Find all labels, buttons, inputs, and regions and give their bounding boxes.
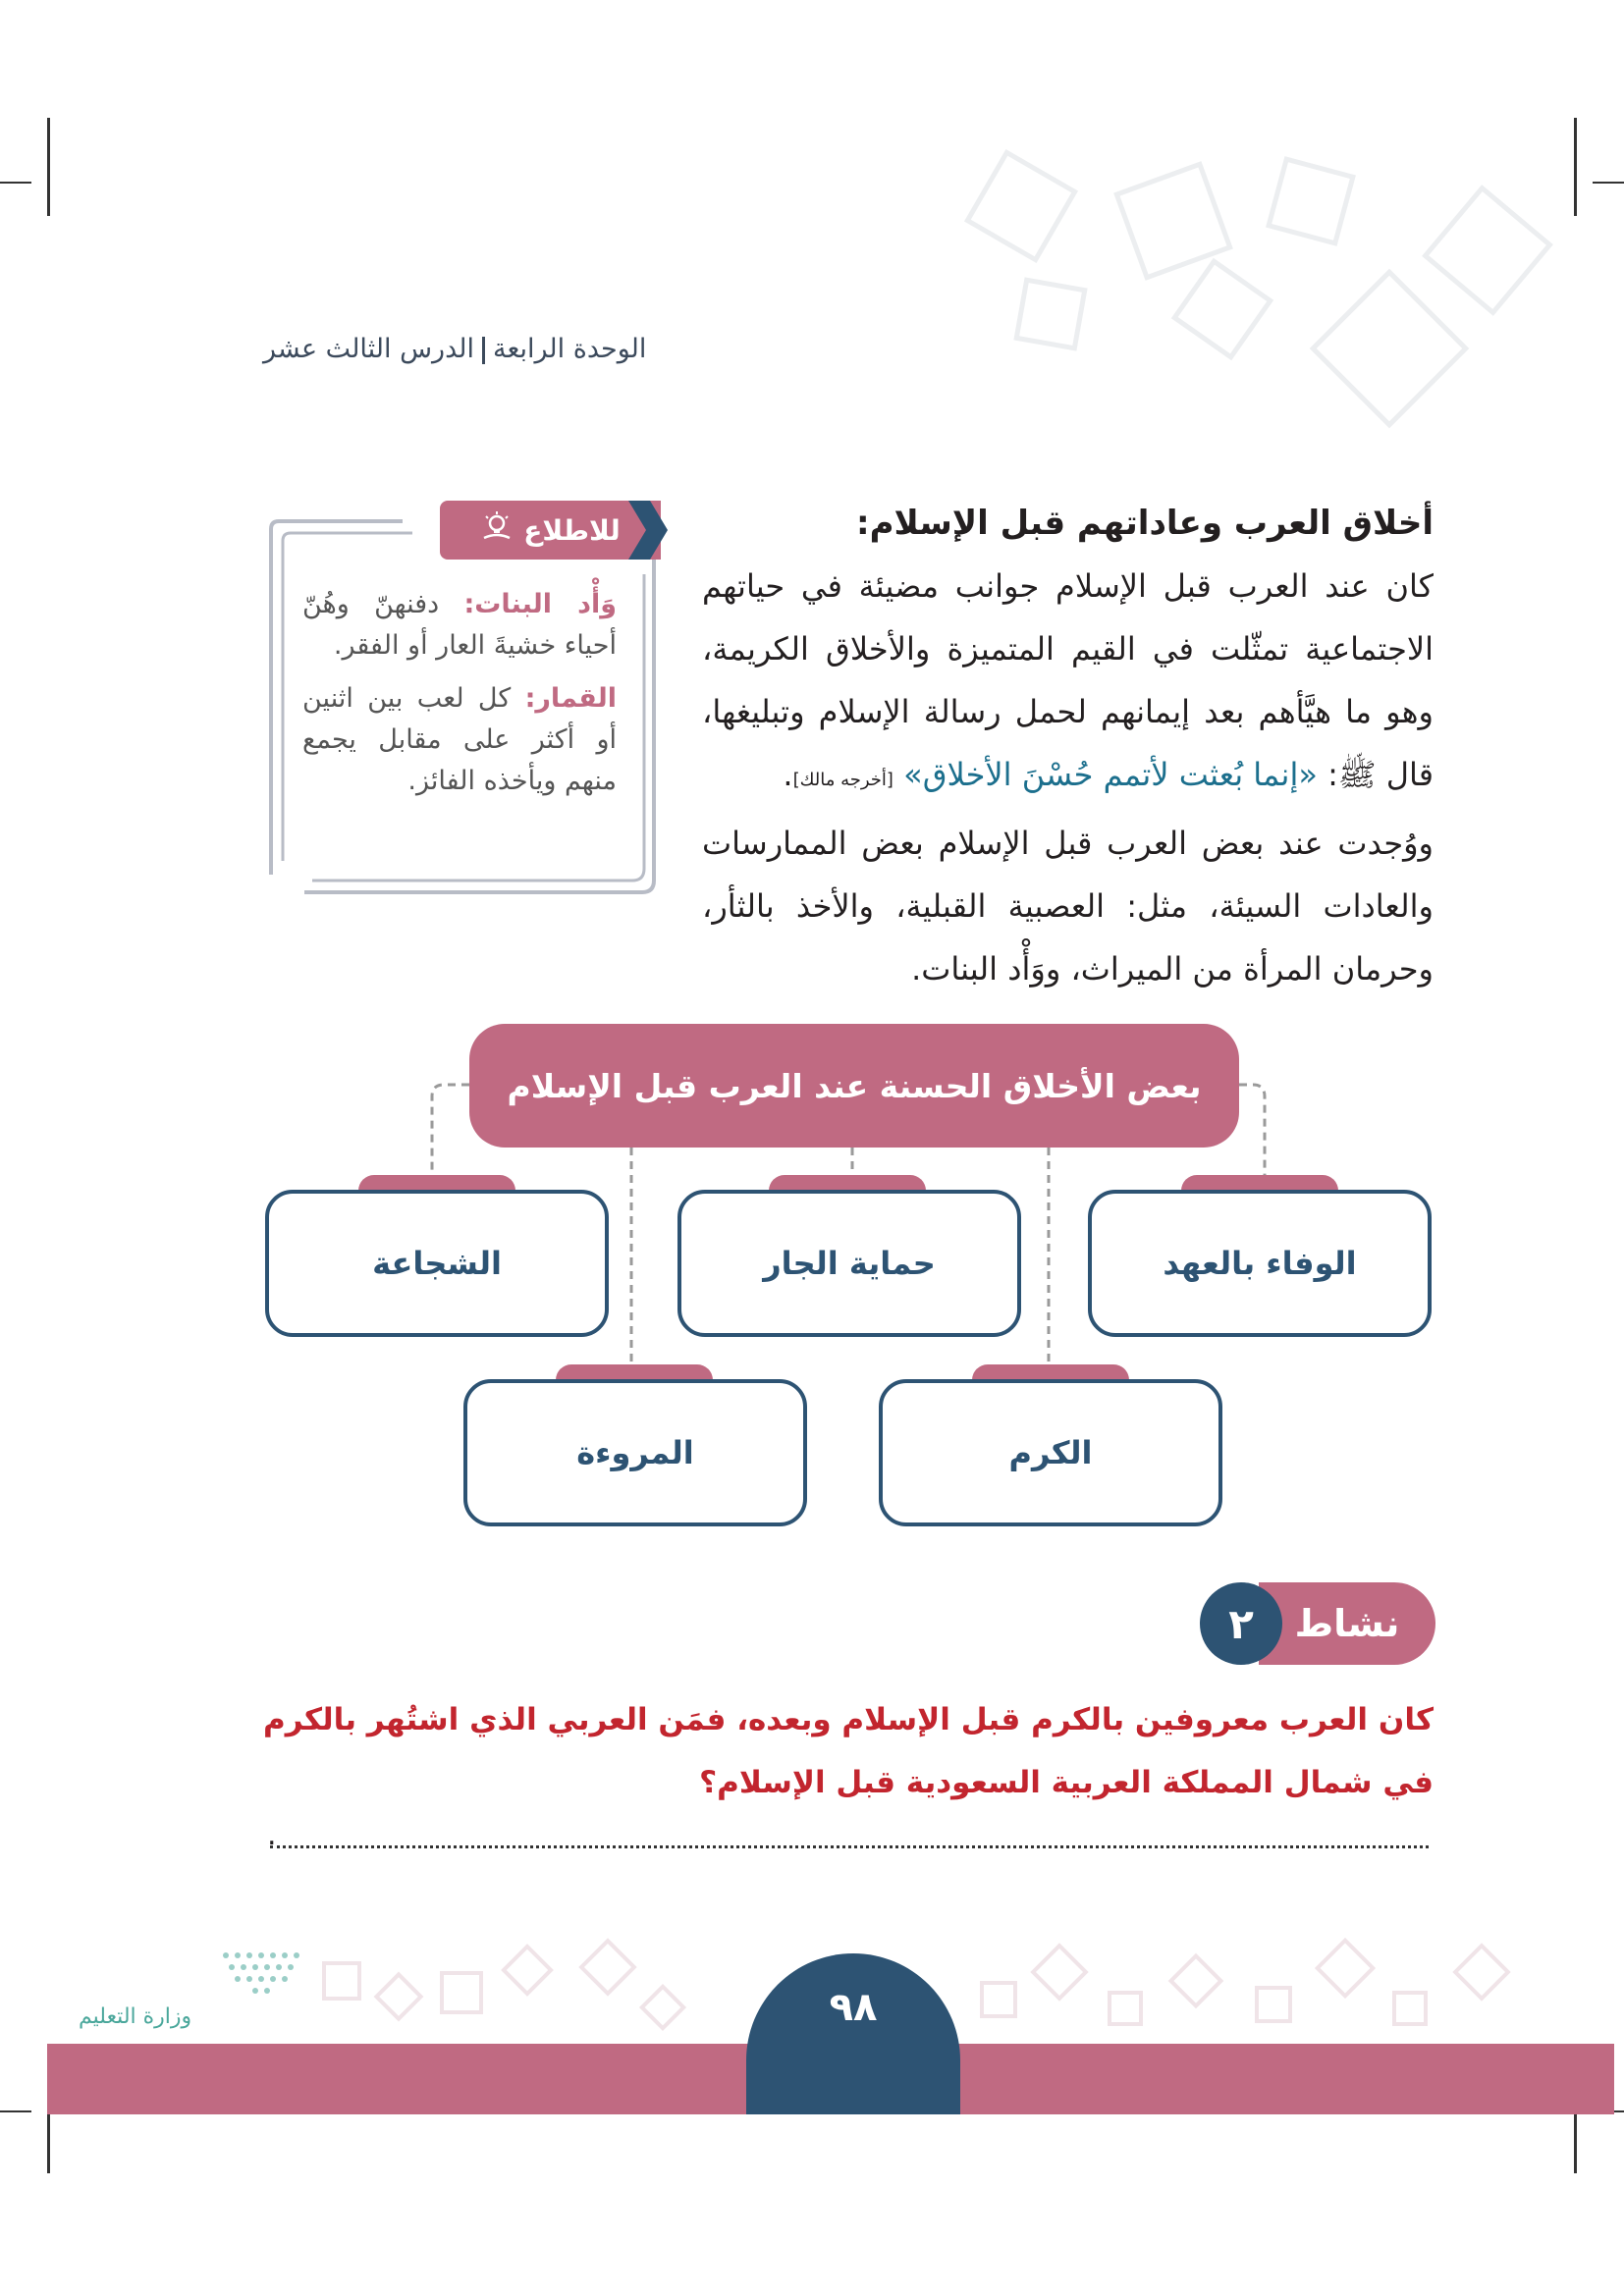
ministry-logo bbox=[69, 1942, 304, 2059]
answer-line-dot: . bbox=[267, 1818, 277, 1852]
diagram-node-generosity: الكرم bbox=[879, 1379, 1222, 1526]
main-text-block bbox=[702, 496, 1434, 1000]
quote-end: . bbox=[783, 756, 793, 793]
activity-header bbox=[1200, 1582, 1435, 1665]
lesson-label: الدرس الثالث عشر bbox=[263, 334, 474, 364]
crop-mark bbox=[0, 2110, 31, 2112]
hadith-quote: «إنما بُعثت لأتمم حُسْنَ الأخلاق» bbox=[903, 756, 1318, 793]
info-term: وَأْد البنات: bbox=[463, 589, 618, 619]
diagram-node-chivalry: المروءة bbox=[463, 1379, 807, 1526]
paragraph-1: كان عند العرب قبل الإسلام جوانب مضيئة في حياتهم الاجتماعية تمثّلت في القيم المتميزة والأخلاق الكريمة، وهو ما هيَّأهم بعد إيمانهم لحمل رسالة الإسلام وتبليغها، bbox=[702, 567, 1434, 730]
info-item bbox=[302, 584, 617, 667]
info-badge-label: للاطلاع bbox=[523, 513, 621, 547]
quote-intro: قال ﷺ: bbox=[1317, 756, 1434, 793]
crop-mark bbox=[1593, 182, 1624, 184]
activity-number: ٢ bbox=[1200, 1582, 1282, 1665]
diagram-node-neighbor-protection: حماية الجار bbox=[677, 1190, 1021, 1337]
info-definition: دفنهنّ وهُنّ أحياء خشيةَ العار أو الفقر. bbox=[302, 589, 617, 661]
crop-mark bbox=[0, 182, 31, 184]
header-separator bbox=[482, 337, 485, 364]
page-number: ٩٨ bbox=[746, 1953, 960, 2114]
diagram-node-courage: الشجاعة bbox=[265, 1190, 609, 1337]
crop-mark bbox=[47, 118, 50, 216]
paragraph-positive-morals bbox=[702, 555, 1434, 812]
lesson-header bbox=[263, 334, 676, 364]
activity-question: كان العرب معروفين بالكرم قبل الإسلام وبعده، فمَن العربي الذي اشتُهر بالكرم في شمال المملكة العربية السعودية قبل الإسلام؟ bbox=[263, 1702, 1434, 1800]
paragraph-bad-habits: ووُجدت عند بعض العرب قبل الإسلام بعض الممارسات والعادات السيئة، مثل: العصبية القبلية، والأخذ بالثأر، وحرمان المرأة من الميراث، ووَأْد البنات. bbox=[702, 825, 1434, 988]
unit-label: الوحدة الرابعة bbox=[493, 334, 647, 364]
info-term: القمار: bbox=[524, 683, 617, 714]
activity-label: نشاط bbox=[1259, 1582, 1435, 1665]
ministry-name: وزارة التعليم bbox=[79, 2004, 192, 2029]
diagram-title: بعض الأخلاق الحسنة عند العرب قبل الإسلام bbox=[469, 1024, 1239, 1148]
crop-mark bbox=[1574, 118, 1577, 216]
info-definition: كل لعب بين اثنين أو أكثر على مقابل يجمع منهم ويأخذه الفائز. bbox=[302, 683, 617, 796]
answer-line[interactable] bbox=[270, 1845, 1429, 1848]
info-item bbox=[302, 678, 617, 802]
section-title: أخلاق العرب وعاداتهم قبل الإسلام: bbox=[856, 504, 1434, 543]
info-badge-chevron bbox=[628, 501, 668, 560]
lightbulb-book-icon bbox=[480, 510, 514, 551]
hadith-source: [أخرجه مالك] bbox=[792, 770, 893, 790]
info-box-content bbox=[302, 584, 617, 814]
diagram-node-loyalty: الوفاء بالعهد bbox=[1088, 1190, 1432, 1337]
